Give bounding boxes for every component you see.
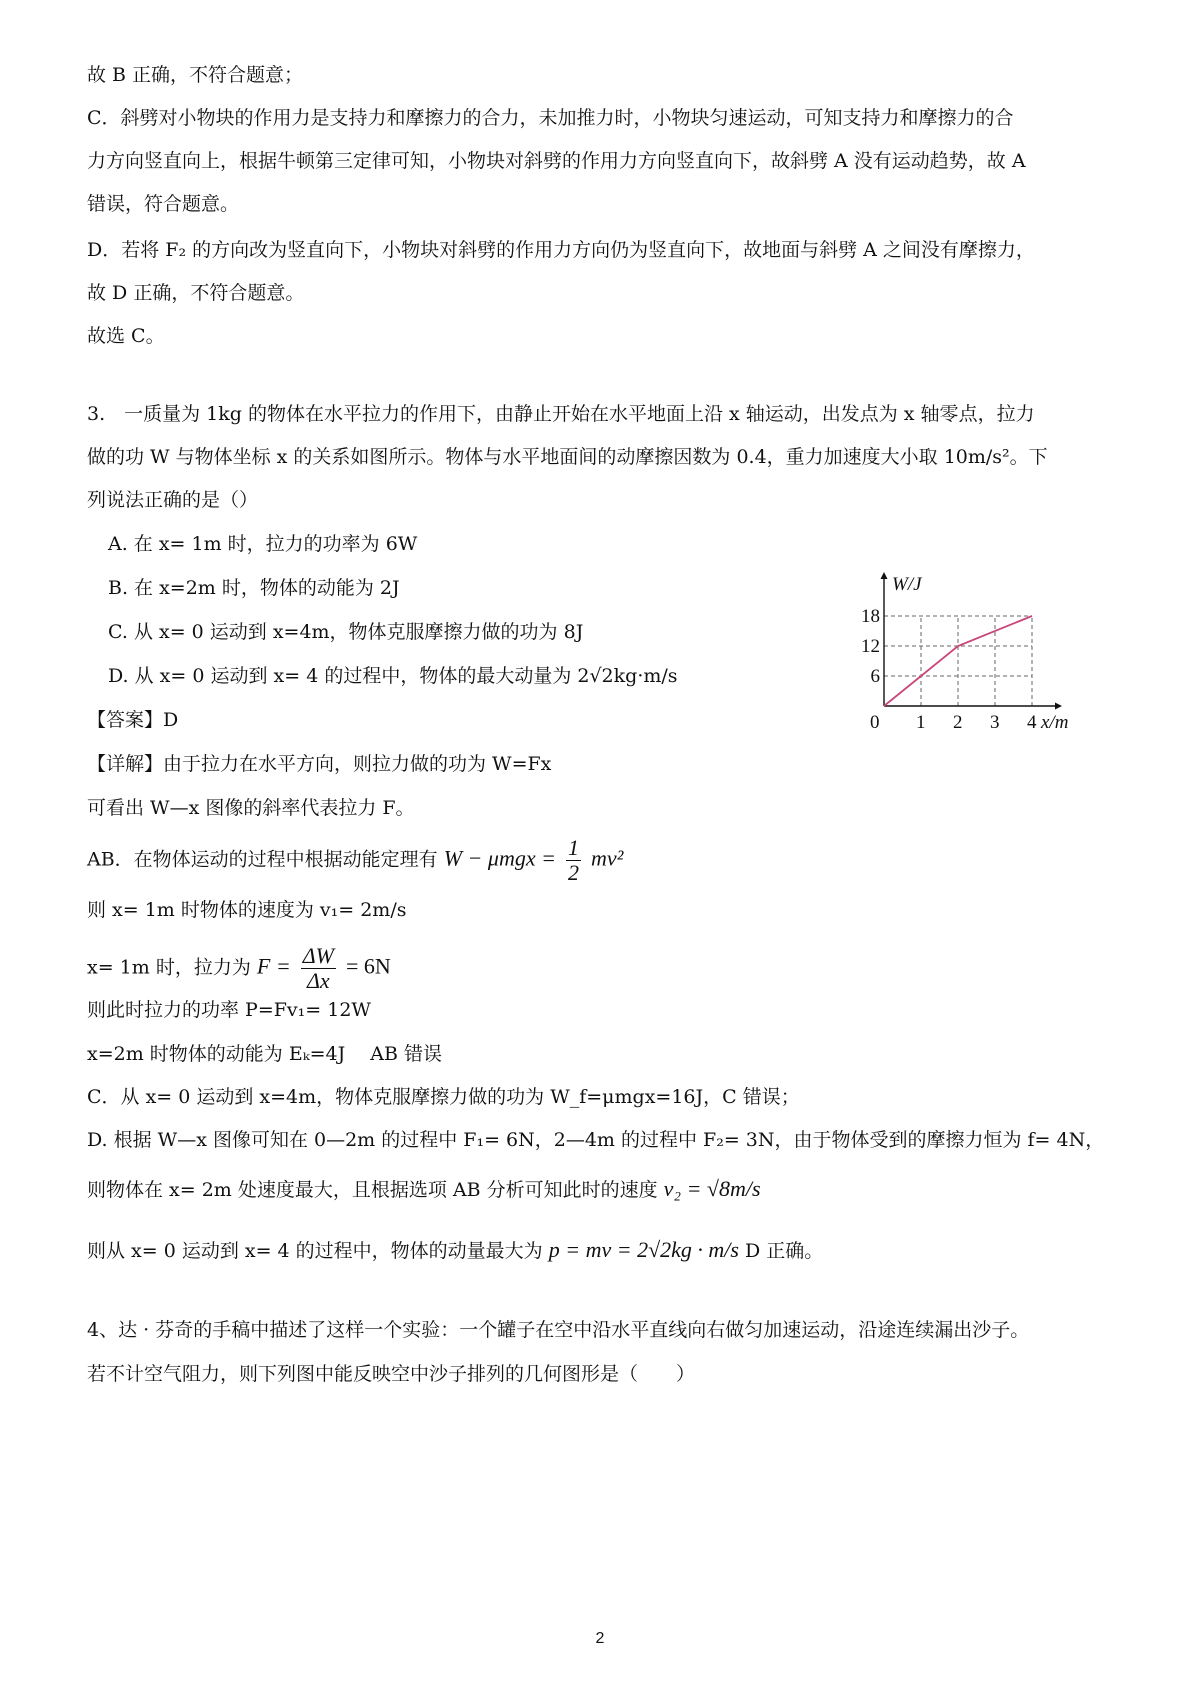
denominator: Δx [307, 968, 330, 993]
text-line: 则 x= 1m 时物体的速度为 v₁= 2m/s [87, 899, 407, 921]
momentum-equation: p = mv = 2√2kg · m/s [548, 1237, 739, 1262]
question-4-stem: 若不计空气阻力，则下列图中能反映空中沙子排列的几何图形是（ ） [87, 1363, 696, 1385]
equation-rhs: = 6N [346, 953, 391, 979]
text: D 正确。 [745, 1240, 824, 1262]
x-axis-arrow [1055, 703, 1062, 710]
force-equation-line [87, 944, 391, 993]
text-line: 可看出 W—x 图像的斜率代表拉力 F。 [87, 797, 415, 819]
y-axis-arrow [881, 572, 888, 579]
question-3-stem: 列说法正确的是（） [87, 489, 259, 511]
text-line: C．斜劈对小物块的作用力是支持力和摩擦力的合力，未加推力时，小物块匀速运动，可知支持力和摩擦力的合 [87, 107, 1014, 129]
text-line: 力方向竖直向上，根据牛顿第三定律可知，小物块对斜劈的作用力方向竖直向下，故斜劈 A 没有运动趋势，故 A [87, 150, 1026, 172]
numerator: ΔW [302, 943, 334, 968]
velocity-equation: v₂ = √8m/s [663, 1176, 761, 1201]
denominator: 2 [568, 860, 579, 885]
question-3-stem: 做的功 W 与物体坐标 x 的关系如图所示。物体与水平地面间的动摩擦因数为 0.4，重力加速度大小取 10m/s²。下 [87, 446, 1048, 468]
option-a: A. 在 x= 1m 时，拉力的功率为 6W [108, 533, 418, 555]
text-line: 故选 C。 [87, 325, 165, 347]
text-line: D. 根据 W—x 图像可知在 0—2m 的过程中 F₁= 6N，2—4m 的过程中 F₂= 3N，由于物体受到的摩擦力恒为 f= 4N， [87, 1129, 1105, 1151]
w-x-graph [838, 570, 1096, 734]
y-axis-label: W/J [892, 574, 922, 595]
kinetic-energy-theorem-line [87, 836, 623, 885]
fraction [566, 836, 581, 885]
equation-lhs: F = [256, 953, 291, 979]
text-line: 故 B 正确，不符合题意； [87, 64, 304, 86]
x-tick-label: 1 [916, 712, 926, 733]
text-line: D．若将 F₂ 的方向改为竖直向下，小物块对斜劈的作用力方向仍为竖直向下，故地面与斜劈 A 之间没有摩擦力， [87, 239, 1035, 261]
option-b: B. 在 x=2m 时，物体的动能为 2J [108, 577, 400, 599]
answer-line: 【答案】D [87, 709, 179, 731]
text: AB．在物体运动的过程中根据动能定理有 [87, 848, 438, 871]
numerator: 1 [568, 835, 579, 860]
detail-line: 【详解】由于拉力在水平方向，则拉力做的功为 W=Fx [87, 753, 552, 775]
text-line: C．从 x= 0 运动到 x=4m，物体克服摩擦力做的功为 W_f=μmgx=16J，C 错误； [87, 1086, 800, 1108]
option-c: C. 从 x= 0 运动到 x=4m，物体克服摩擦力做的功为 8J [108, 621, 584, 643]
page-number: 2 [595, 1630, 605, 1647]
text-line: 错误，符合题意。 [87, 193, 240, 215]
velocity-line [87, 1175, 761, 1204]
question-3-stem: 3. 一质量为 1kg 的物体在水平拉力的作用下，由静止开始在水平地面上沿 x 轴运动，出发点为 x 轴零点，拉力 [87, 403, 1035, 425]
equation-rhs: mv² [591, 845, 624, 871]
text: 则从 x= 0 运动到 x= 4 的过程中，物体的动量最大为 [87, 1240, 543, 1262]
x-tick-label: 3 [990, 712, 1000, 733]
text-line: 则此时拉力的功率 P=Fv₁= 12W [87, 999, 371, 1021]
option-d: D. 从 x= 0 运动到 x= 4 的过程中，物体的最大动量为 2√2kg·m/s [108, 665, 678, 687]
x-tick-label: 4 [1027, 712, 1037, 733]
momentum-line [87, 1236, 823, 1265]
question-4-stem: 4、达 · 芬奇的手稿中描述了这样一个实验：一个罐子在空中沿水平直线向右做匀加速运动，沿途连续漏出沙子。 [87, 1319, 1030, 1341]
x-axis-label: x/m [1041, 712, 1069, 733]
equation-lhs: W − μmgx = [443, 845, 556, 871]
text: x= 1m 时，拉力为 [87, 956, 251, 979]
y-tick-label: 6 [870, 666, 880, 687]
y-tick-label: 18 [861, 606, 880, 627]
text-line: x=2m 时物体的动能为 Eₖ=4J AB 错误 [87, 1043, 443, 1065]
fraction [301, 944, 336, 993]
text: 则物体在 x= 2m 处速度最大，且根据选项 AB 分析可知此时的速度 [87, 1179, 658, 1201]
x-tick-label: 0 [870, 712, 880, 733]
x-tick-label: 2 [953, 712, 963, 733]
y-tick-label: 12 [861, 636, 880, 657]
text-line: 故 D 正确，不符合题意。 [87, 282, 305, 304]
